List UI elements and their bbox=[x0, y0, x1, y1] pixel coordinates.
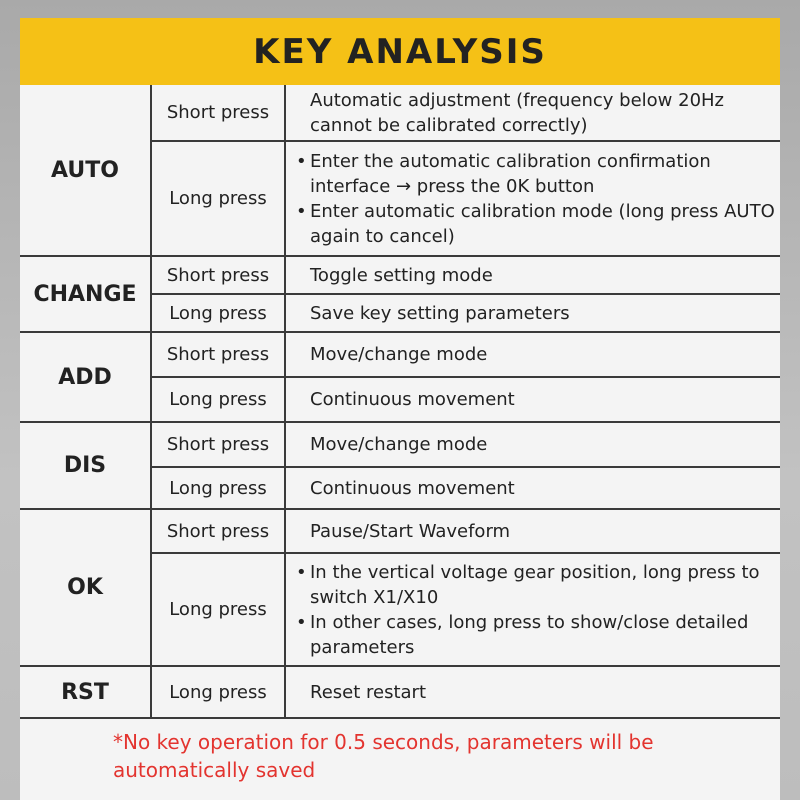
table-row bbox=[20, 256, 780, 294]
bullet-dot: • bbox=[296, 561, 307, 583]
key-add: ADD bbox=[20, 332, 151, 422]
bullet-item bbox=[296, 560, 780, 610]
description bbox=[285, 141, 780, 256]
table-row bbox=[20, 666, 780, 718]
bullet-text: Enter automatic calibration mode (long press AUTO again to cancel) bbox=[310, 200, 775, 247]
description: Move/change mode bbox=[285, 422, 780, 467]
press-type: Long press bbox=[151, 553, 285, 666]
description: Toggle setting mode bbox=[285, 256, 780, 294]
table-row bbox=[20, 422, 780, 467]
bullet-item bbox=[296, 149, 780, 199]
press-type: Short press bbox=[151, 332, 285, 377]
page-title: KEY ANALYSIS bbox=[253, 31, 547, 72]
description: Automatic adjustment (frequency below 20Hz cannot be calibrated correctly) bbox=[285, 85, 780, 141]
table-row bbox=[20, 85, 780, 141]
bullet-text: Enter the automatic calibration confirmation interface → press the 0K button bbox=[310, 150, 711, 197]
key-analysis-panel bbox=[20, 18, 780, 800]
key-table bbox=[20, 85, 780, 719]
bullet-item bbox=[296, 199, 780, 249]
press-type: Long press bbox=[151, 294, 285, 332]
description: Pause/Start Waveform bbox=[285, 509, 780, 553]
description: Continuous movement bbox=[285, 377, 780, 422]
press-type: Long press bbox=[151, 141, 285, 256]
press-type: Long press bbox=[151, 467, 285, 509]
press-type: Long press bbox=[151, 377, 285, 422]
key-change: CHANGE bbox=[20, 256, 151, 332]
table-row bbox=[20, 509, 780, 553]
key-dis: DIS bbox=[20, 422, 151, 509]
bullet-dot: • bbox=[296, 150, 307, 172]
table-row bbox=[20, 332, 780, 377]
description: Continuous movement bbox=[285, 467, 780, 509]
description: Move/change mode bbox=[285, 332, 780, 377]
title-bar bbox=[20, 18, 780, 85]
footnote: *No key operation for 0.5 seconds, parameters will be automatically saved bbox=[113, 730, 654, 782]
press-type: Short press bbox=[151, 256, 285, 294]
press-type: Short press bbox=[151, 422, 285, 467]
key-ok: OK bbox=[20, 509, 151, 666]
description: Save key setting parameters bbox=[285, 294, 780, 332]
key-auto: AUTO bbox=[20, 85, 151, 256]
press-type: Long press bbox=[151, 666, 285, 718]
bullet-item bbox=[296, 610, 780, 660]
press-type: Short press bbox=[151, 509, 285, 553]
bullet-text: In the vertical voltage gear position, long press to switch X1/X10 bbox=[310, 561, 760, 608]
description bbox=[285, 553, 780, 666]
key-rst: RST bbox=[20, 666, 151, 718]
description: Reset restart bbox=[285, 666, 780, 718]
bullet-dot: • bbox=[296, 200, 307, 222]
bullet-text: In other cases, long press to show/close detailed parameters bbox=[310, 611, 749, 658]
press-type: Short press bbox=[151, 85, 285, 141]
bullet-dot: • bbox=[296, 611, 307, 633]
